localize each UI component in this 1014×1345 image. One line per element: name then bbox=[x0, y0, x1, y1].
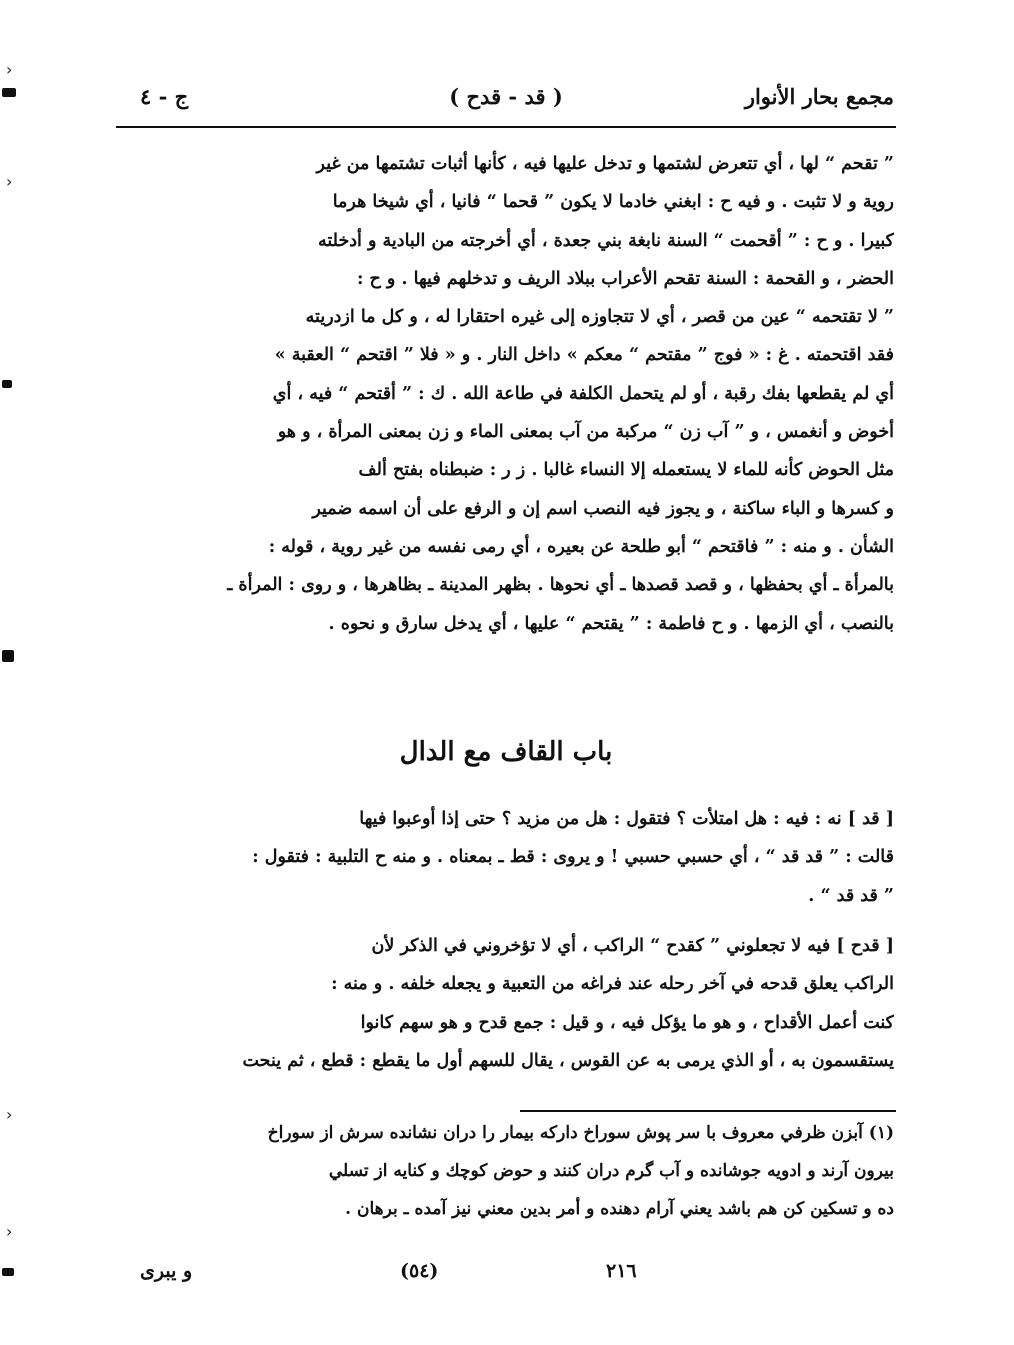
text-line: ” تقحم “ لها ، أي تتعرض لشتمها و تدخل عليها فيه ، كأنها أثبات تشتمها من غير bbox=[316, 154, 894, 174]
entry-qad bbox=[118, 800, 894, 915]
text-line: روية و لا تثبت . و فيه ح : ابغني خادما لا يكون ” قحما “ فانيا ، أي شيخا هرما bbox=[332, 192, 894, 213]
header-rule bbox=[116, 126, 896, 128]
text-line: الراكب يعلق قدحه في آخر رحله عند فراغه من التعبية و يجعله خلفه . و منه : bbox=[331, 974, 894, 995]
text-line: كبيرا . و ح : ” أقحمت “ السنة نابغة بني جعدة ، أي أخرجته من البادية و أدخلته bbox=[317, 230, 894, 251]
volume-number: ج - ٤ bbox=[140, 84, 189, 109]
margin-mark bbox=[2, 380, 12, 388]
page-footer bbox=[118, 1258, 894, 1292]
margin-mark bbox=[2, 1268, 14, 1276]
main-text bbox=[118, 145, 894, 643]
margin-mark bbox=[2, 88, 16, 97]
text-line: أي لم يقطعها بفك رقبة ، أو لم يتحمل الكلفة في طاعة الله . ك : ” أقتحم “ فيه ، أي bbox=[272, 383, 894, 404]
text-line: قالت : ” قد قد “ ، أي حسبي حسبي ! و يروى : قط ـ بمعناه . و منه ح التلبية : فتقول : bbox=[252, 847, 894, 868]
text-line: يستقسمون به ، أو الذي يرمى به عن القوس ، يقال للسهم أول ما يقطع : قطع ، ثم ينحت bbox=[242, 1050, 894, 1071]
text-line: كنت أعمل الأقداح ، و هو ما يؤكل فيه ، و قيل : جمع قدح و هو سهم كانوا bbox=[360, 1012, 894, 1033]
text-line: مثل الحوض كأنه للماء لا يستعمله إلا النساء غالبا . ز ر : ضبطناه بفتح ألف bbox=[358, 460, 894, 481]
margin-tick: › bbox=[6, 1105, 13, 1124]
text-line: بالنصب ، أي الزمها . و ح فاطمة : ” يقتحم “ عليها ، أي يدخل سارق و نحوه . bbox=[328, 613, 894, 634]
footnote-line: ده و تسكين كن هم باشد يعني آرام دهنده و أمر بدين معني نيز آمده ـ برهان . bbox=[345, 1199, 894, 1219]
text-line: ” لا تقتحمه “ عين من قصر ، أي لا تتجاوزه إلى غيره احتقارا له ، و كل ما ازدريته bbox=[305, 307, 894, 328]
footnote bbox=[118, 1114, 894, 1228]
text-line: فقد اقتحمته . غ : « فوج ” مقتحم “ معكم » داخل النار . و « فلا ” اقتحم “ العقبة » bbox=[274, 345, 894, 366]
margin-mark bbox=[2, 650, 14, 662]
signature-mark: (٥٤) bbox=[400, 1260, 439, 1282]
footnote-rule bbox=[520, 1110, 896, 1112]
text-line: [ قد ] نه : فيه : هل امتلأت ؟ فتقول : هل من مزيد ؟ حتى إذا أوعبوا فيها bbox=[359, 809, 894, 829]
text-line: أخوض و أنغمس ، و ” آب زن “ مركبة من آب بمعنى الماء و زن بمعنى المرأة ، و هو bbox=[277, 422, 894, 443]
book-title: مجمع بحار الأنوار bbox=[744, 84, 894, 109]
page-number: ٢١٦ bbox=[606, 1260, 637, 1282]
text-line: الشأن . و منه : ” فاقتحم “ أبو طلحة عن بعيره ، أي رمى نفسه من غير روية ، قوله : bbox=[268, 536, 894, 557]
header-section: ( قد - قدح ) bbox=[449, 84, 563, 109]
entry-qadah bbox=[118, 927, 894, 1080]
margin-tick: › bbox=[6, 1222, 13, 1241]
footnote-line: (١) آبزن ظرفي معروف با سر پوش سوراخ داركه بيمار را دران نشانده سرش از سوراخ bbox=[267, 1123, 894, 1143]
running-header bbox=[118, 78, 894, 118]
footnote-line: بيرون آرند و ادويه جوشانده و آب گرم دران كنند و حوض كوچك و كنايه از تسلي bbox=[328, 1161, 894, 1181]
chapter-heading: باب القاف مع الدال bbox=[399, 737, 613, 767]
text-line: و كسرها و الباء ساكنة ، و يجوز فيه النصب اسم إن و الرفع على أن اسمه ضمير bbox=[312, 498, 894, 519]
margin-tick: › bbox=[6, 60, 13, 79]
text-line: بالمرأة ـ أي بحفظها ، و قصد قصدها ـ أي نحوها . بظهر المدينة ـ بظاهرها ، و روى : المرأة ـ bbox=[227, 575, 894, 596]
text-line: [ قدح ] فيه لا تجعلوني ” كقدح “ الراكب ، أي لا تؤخروني في الذكر لأن bbox=[371, 936, 894, 956]
text-line: ” قد قد “ . bbox=[808, 885, 894, 906]
margin-tick: › bbox=[6, 172, 13, 191]
text-line: الحضر ، و القحمة : السنة تقحم الأعراب ببلاد الريف و تدخلهم فيها . و ح : bbox=[356, 268, 894, 289]
catchword: و يبرى bbox=[140, 1260, 193, 1282]
